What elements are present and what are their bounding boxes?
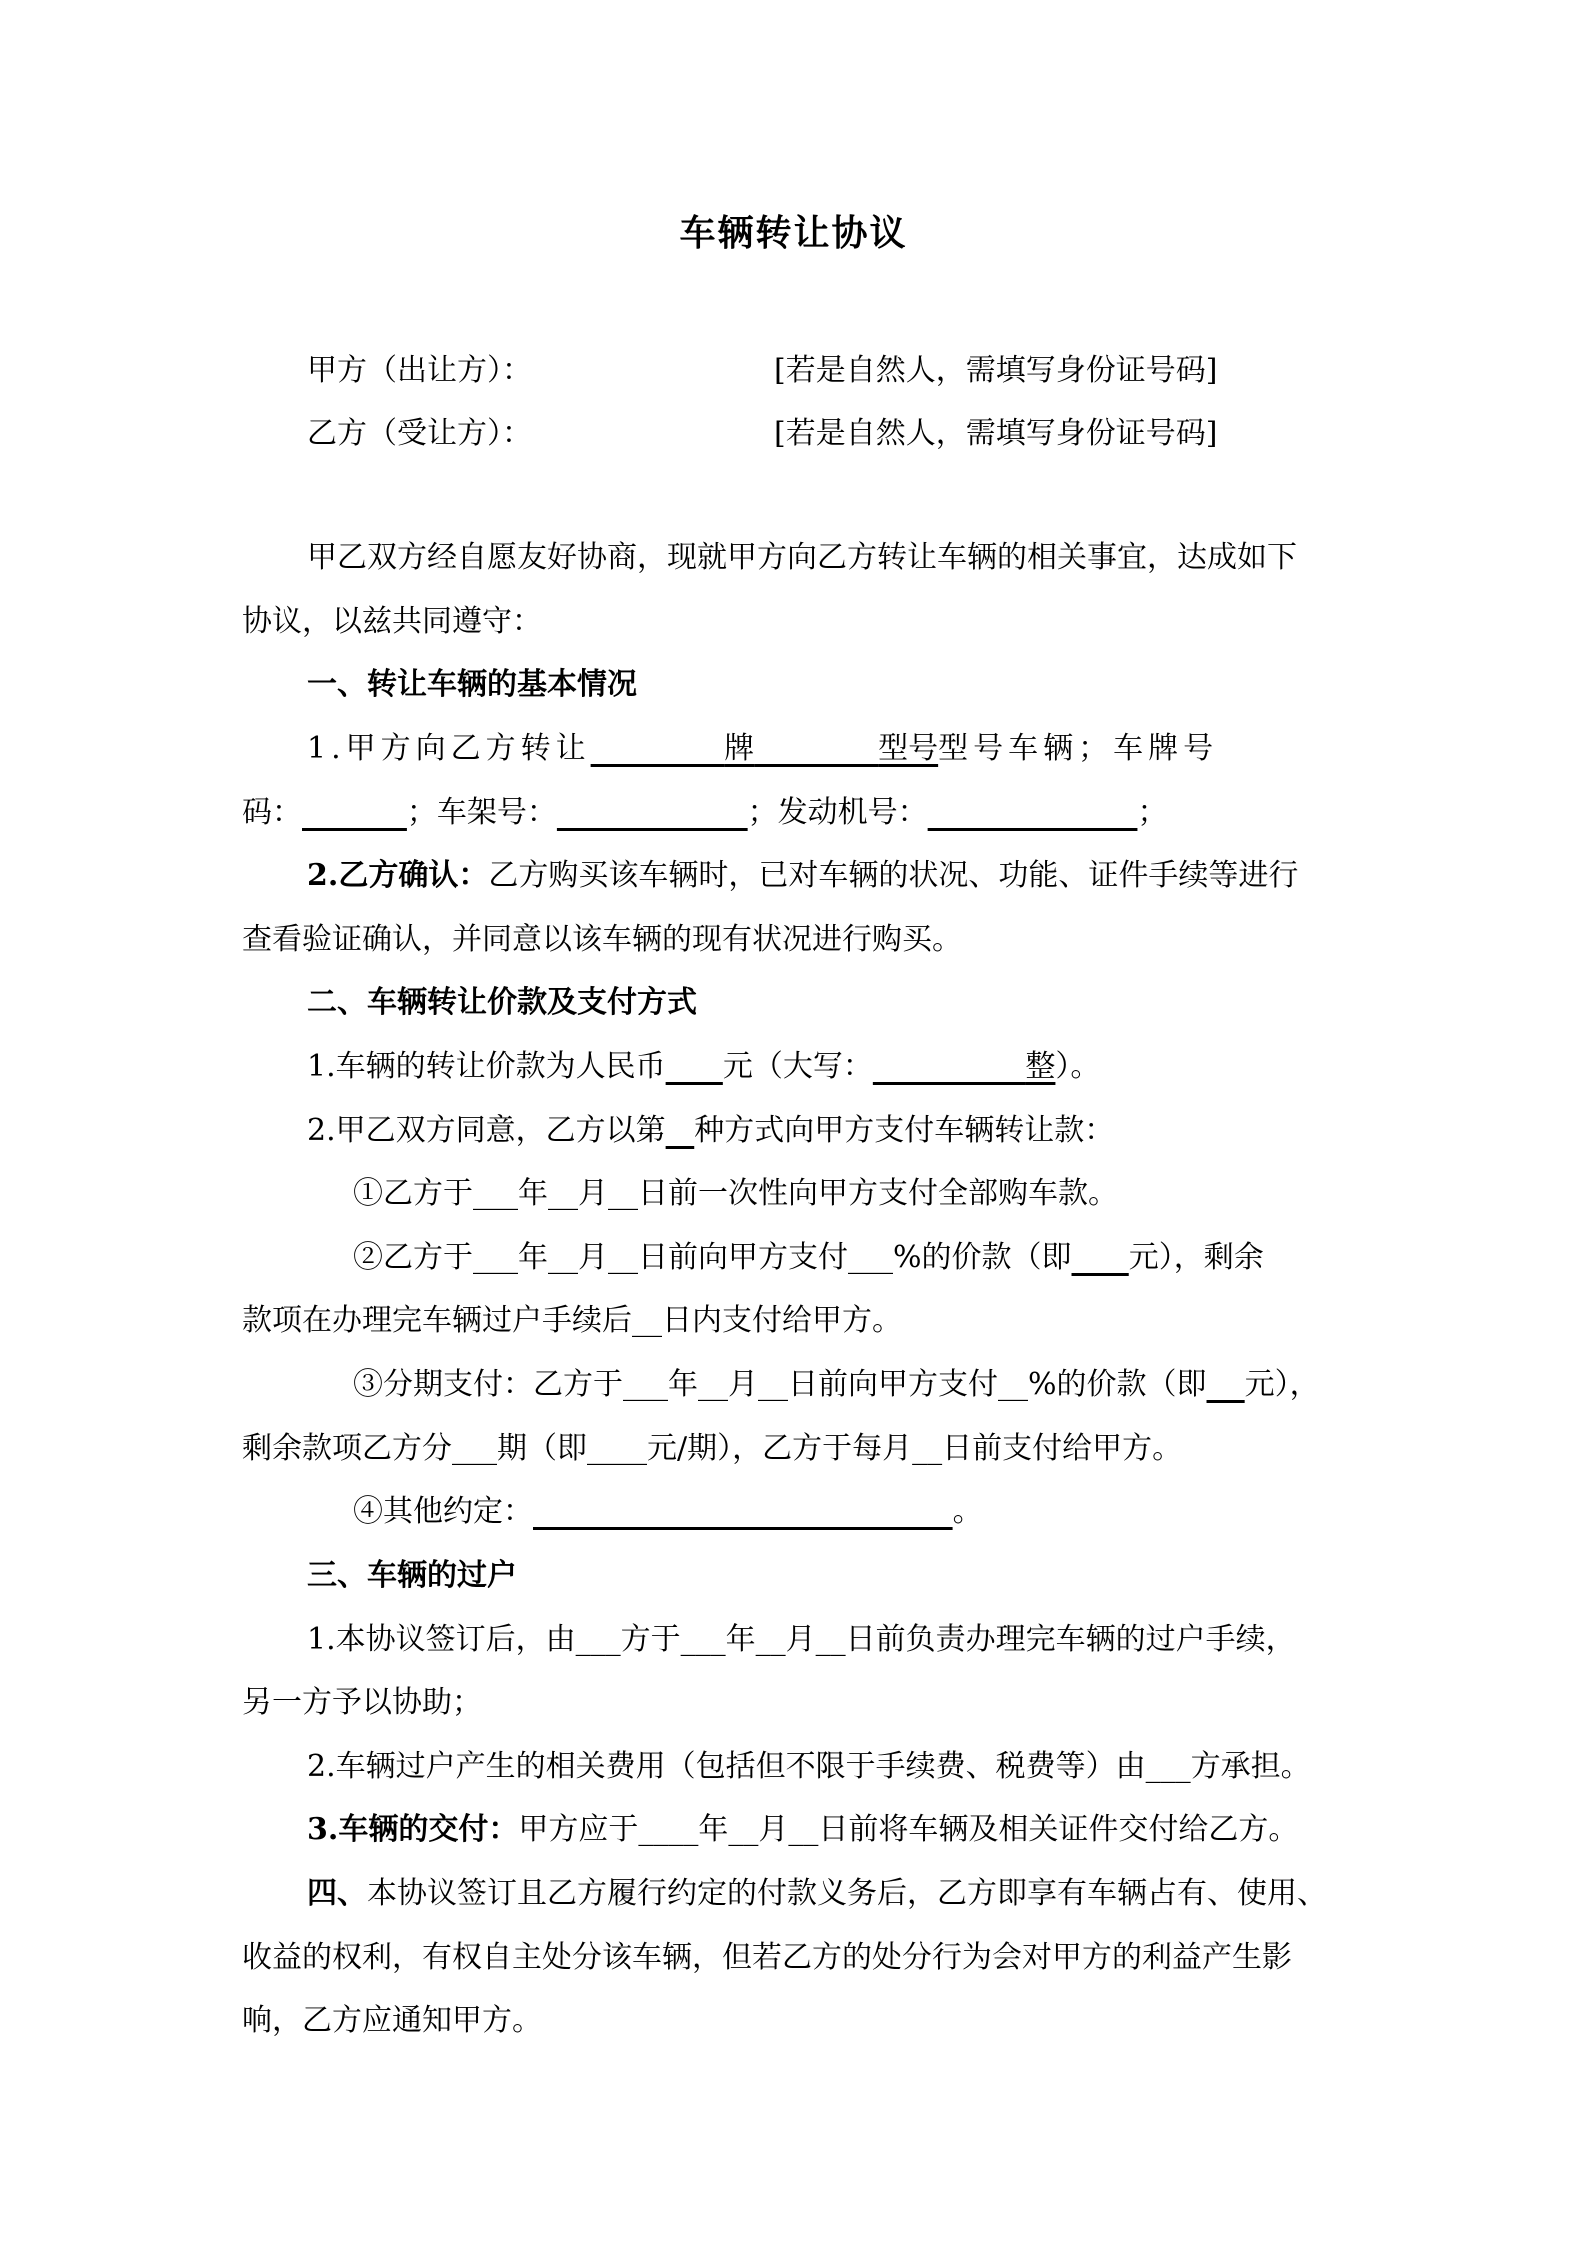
price-in-words-blank — [873, 1049, 1026, 1084]
s3-item-2: 2.车辆过户产生的相关费用（包括但不限于手续费、税费等）由___方承担。 — [307, 1749, 1311, 1784]
document-title: 车辆转让协议 — [679, 212, 908, 254]
s1-item-2-line-2: 查看验证确认，并同意以该车辆的现有状况进行购买。 — [242, 922, 962, 957]
s1-item-1-line-1: 1.甲方向乙方转让 牌 型号型号车辆；车牌号 — [307, 731, 1219, 766]
s2-option-2-line-2: 款项在办理完车辆过户手续后__日内支付给甲方。 — [242, 1303, 902, 1338]
s2-option-2-line-1: ②乙方于___年__月__日前向甲方支付___%的价款（即 元），剩余 — [353, 1240, 1264, 1275]
plate-number-blank — [302, 795, 407, 830]
payment-method-blank — [666, 1113, 695, 1148]
engine-number-blank — [928, 795, 1138, 830]
party-b-line — [307, 413, 1415, 455]
section-2-heading: 二、车辆转让价款及支付方式 — [307, 985, 697, 1020]
party-a-label: 甲方（出让方）： — [307, 353, 532, 388]
s3-item-1-line-1: 1.本协议签订后，由___方于___年__月__日前负责办理完车辆的过户手续， — [307, 1622, 1296, 1657]
party-a-note: [若是自然人，需填写身份证号码] — [774, 353, 1218, 388]
s3-item-1-line-2: 另一方予以协助； — [242, 1685, 482, 1720]
vin-blank — [557, 795, 748, 830]
s1-item-1-line-2: 码： ；车架号： ；发动机号： ； — [242, 795, 1168, 830]
section-3-heading: 三、车辆的过户 — [307, 1558, 517, 1593]
party-b-label: 乙方（受让方）： — [307, 416, 532, 451]
s2-option-4: ④其他约定： 。 — [353, 1494, 983, 1529]
s2-item-2: 2.甲乙双方同意，乙方以第 种方式向甲方支付车辆转让款： — [307, 1113, 1115, 1148]
intro-line-2: 协议，以兹共同遵守： — [242, 604, 542, 639]
s2-option-3-line-2: 剩余款项乙方分___期（即____元/期），乙方于每月__日前支付给甲方。 — [242, 1431, 1183, 1466]
s2-option-3-line-1: ③分期支付：乙方于___年__月__日前向甲方支付__%的价款（即 元）， — [353, 1367, 1320, 1402]
other-terms-blank — [533, 1494, 953, 1529]
s3-item-3: 3.车辆的交付：甲方应于____年__月__日前将车辆及相关证件交付给乙方。 — [307, 1812, 1299, 1847]
s2-item-1: 1.车辆的转让价款为人民币 元（大写： 整）。 — [307, 1049, 1101, 1084]
brand-blank — [591, 731, 725, 766]
s2-option-1: ①乙方于___年__月__日前一次性向甲方支付全部购车款。 — [353, 1176, 1118, 1211]
price-blank — [666, 1049, 723, 1084]
model-blank — [754, 731, 878, 766]
amount-blank — [1072, 1240, 1129, 1275]
intro-line-1: 甲乙双方经自愿友好协商，现就甲方向乙方转让车辆的相关事宜，达成如下 — [307, 540, 1297, 575]
section-1-heading: 一、转让车辆的基本情况 — [307, 667, 637, 702]
section-4-line-1: 四、本协议签订且乙方履行约定的付款义务后，乙方即享有车辆占有、使用、 — [307, 1876, 1327, 1911]
model-label-underlined: 型号 — [878, 731, 939, 766]
s1-item-2-line-1: 2.乙方确认：乙方购买该车辆时，已对车辆的状况、功能、证件手续等进行 — [307, 858, 1299, 893]
party-a-line — [307, 350, 1415, 392]
section-4-line-3: 响，乙方应通知甲方。 — [242, 2003, 542, 2038]
party-b-note: [若是自然人，需填写身份证号码] — [774, 416, 1218, 451]
section-4-line-2: 收益的权利，有权自主处分该车辆，但若乙方的处分行为会对甲方的利益产生影 — [242, 1940, 1292, 1975]
installment-amount-blank — [1207, 1367, 1245, 1402]
